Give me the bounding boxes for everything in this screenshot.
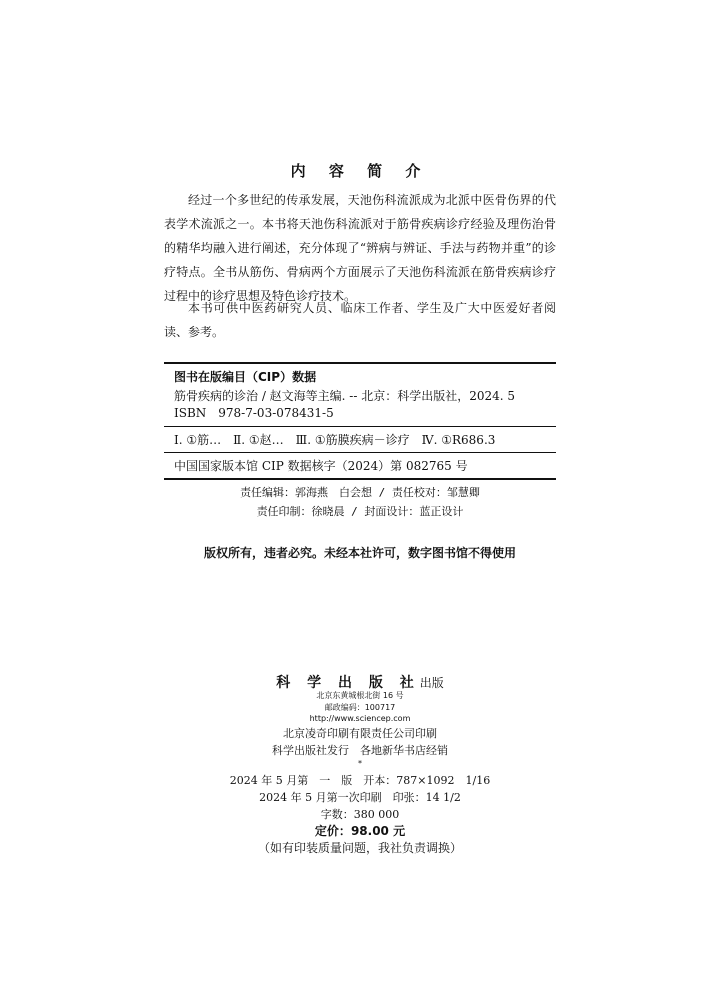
editor-credits: 责任编辑：郭海燕 白会想 / 责任校对：邹慧卿 (240, 486, 480, 499)
printer-line: 北京凌奇印刷有限责任公司印刷 (283, 727, 437, 740)
cip-heading: 图书在版编目（CIP）数据 (174, 370, 317, 384)
cip-rule-2 (164, 452, 556, 453)
price-label: 定价： (314, 824, 351, 838)
publisher-website: http://www.sciencep.com (309, 714, 411, 723)
publisher-suffix: 出版 (419, 676, 444, 690)
page-title: 内 容 简 介 (290, 162, 430, 180)
intro-paragraph-2: 本书可供中医药研究人员、临床工作者、学生及广大中医爱好者阅读、参考。 (164, 301, 556, 339)
cip-title-line: 筋骨疾病的诊治 / 赵文海等主编. -- 北京：科学出版社，2024. 5 (174, 389, 516, 403)
production-credits: 责任印制：徐晓晨 / 封面设计：蓝正设计 (256, 505, 464, 518)
publisher-imprint (0, 672, 720, 692)
intro-paragraph-1: 经过一个多世纪的传承发展，天池伤科流派成为北派中医骨伤界的代表学术流派之一。本书将天池伤科流派对于筋骨疾病诊疗经验及理伤治骨的精华均融入进行阐述，充分体现了“辨病与辨证、手法与药物并重”的诊疗特点。全书从筋伤、骨病两个方面展示了天池伤科流派在筋骨疾病诊疗过程中的诊疗思想及特色诊疗技术。 (164, 193, 556, 303)
quality-note: （如有印装质量问题，我社负责调换） (257, 841, 462, 855)
edition-line: 2024 年 5 月第 一 版 开本：787×1092 1/16 (229, 774, 491, 787)
copyright-notice: 版权所有，违者必究。未经本社许可，数字图书馆不得使用 (203, 546, 516, 560)
publisher-logo: 科 学 出 版 社 (276, 675, 420, 691)
price-line (0, 822, 720, 839)
price-value: 98.00 元 (350, 824, 406, 838)
word-count: 字数：380 000 (320, 808, 400, 821)
cip-bottom-rule (164, 478, 556, 480)
publisher-address: 北京东黄城根北街 16 号 (316, 691, 404, 700)
publisher-postcode: 邮政编码：100717 (324, 703, 396, 712)
distribution-line: 科学出版社发行 各地新华书店经销 (272, 744, 448, 757)
cip-top-rule (164, 362, 556, 364)
cip-record-number: 中国国家版本馆 CIP 数据核字（2024）第 082765 号 (174, 459, 468, 473)
separator-star: * (358, 759, 362, 768)
printing-line: 2024 年 5 月第一次印刷 印张：14 1/2 (259, 791, 461, 804)
cip-subject: Ⅰ. ①筋… Ⅱ. ①赵… Ⅲ. ①筋膜疾病－诊疗 Ⅳ. ①R686.3 (174, 433, 496, 447)
cip-rule-1 (164, 426, 556, 427)
cip-isbn: ISBN 978-7-03-078431-5 (174, 406, 334, 420)
